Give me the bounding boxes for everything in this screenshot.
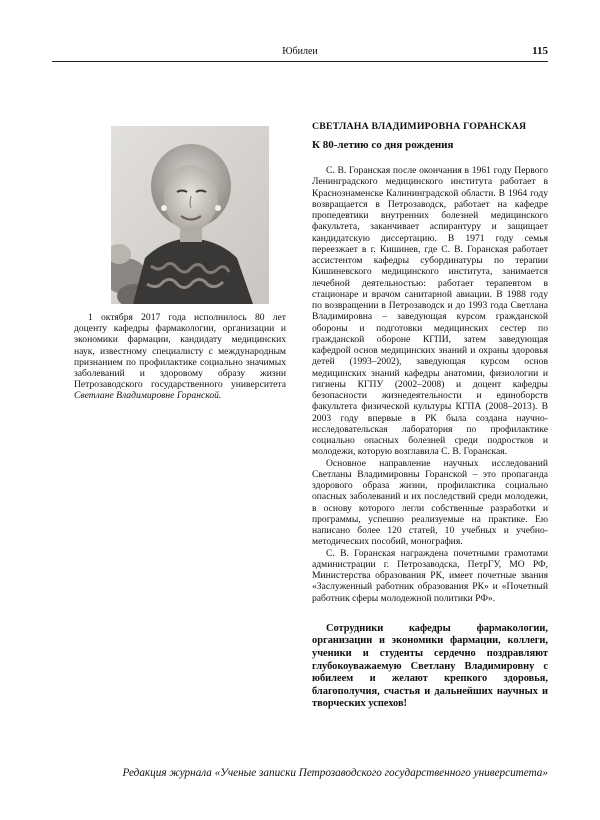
- portrait-photo: [111, 126, 269, 304]
- body-paragraph: С. В. Горанская награждена почетными грамотами администрации г. Петрозаводска, ПетрГУ, МО РФ, Министерства образования РК, имеет почетные звания «Заслуженный работник образования РК» и «Почетный работник сферы молодежной политики РФ».: [312, 547, 548, 604]
- page-number: 115: [532, 45, 548, 57]
- intro-paragraph: [74, 312, 286, 402]
- editorial-signature: Редакция журнала «Ученые записки Петрозаводского государственного университета»: [122, 767, 548, 779]
- congratulations-block: [312, 623, 548, 711]
- running-head: [52, 44, 548, 60]
- intro-name: Светлане Владимировне Горанской.: [74, 390, 222, 402]
- section-title: Юбилеи: [282, 46, 318, 57]
- author-name: СВЕТЛАНА ВЛАДИМИРОВНА ГОРАНСКАЯ: [312, 121, 527, 132]
- body-paragraph: С. В. Горанская после окончания в 1961 году Первого Ленинградского медицинского института работает в Краснознаменске Калининградской области. В 1964 году возвращается в Петрозаводск, работает на кафедре пропедевтики внутренних болезней медицинского факультета, заканчивает аспирантуру и защищает кандидатскую диссертацию. В 1971 году семья переезжает в г. Кишинев, где С. В. Горанская работает ассистентом кафедры субординатуры по терапии Кишиневского медицинского института, занимается лечебной деятельностью: работает терапевтом в стационаре и врачом санитарной авиации. В 1988 году по возвращении в Петрозаводск и до 1993 года Светлана Владимировна – заведующая курсом гражданской обороны и подготовки медицинских сестер по гражданской обороне КГПИ, затем заведующая кафедрой основ медицинских знаний и охраны здоровья детей (1993–2002), заведующая курсом основ медицинских знаний кафедры анатомии, физиологии и гигиены КГПУ (2002–2008) и доцент кафедры безопасности жизнедеятельности и единоборств факультета физической культуры КГПА (2008–2013). В 2003 году впервые в РК была создана научно-исследовательская лаборатория по профилактике социально опасных болезней среди подростков и молодежи, которую возглавила С. В. Горанская.: [312, 165, 548, 458]
- congratulations-text: Сотрудники кафедры фармакологии, организации и экономики фармации, коллеги, ученики и студенты сердечно поздравляют глубокоуважаемую Светлану Владимировну с юбилеем и желают крепкого здоровья, благополучия, счастья и дальнейших научных и творческих успехов!: [312, 622, 548, 710]
- article-subtitle: К 80-летию со дня рождения: [312, 139, 454, 151]
- body-paragraph: Основное направление научных исследований Светланы Владимировны Горанской – это пропаганда здорового образа жизни, профилактика социально опасных заболеваний и их последствий среди молодежи, в основу которого легли собственные разработки и программы, успешно реализуемые на практике. Ею написано более 120 статей, 10 учебных и учебно-методических пособий, монография.: [312, 457, 548, 548]
- intro-text: 1 октября 2017 года исполнилось 80 лет доценту кафедры фармакологии, организации и экономики фармации, кандидату медицинских наук, известному специалисту с международным признанием по профилактике социально значимых заболеваний и здоровому образу жизни Петрозаводского государственного университета: [74, 312, 286, 391]
- header-rule: [52, 61, 548, 62]
- article-column: [312, 121, 548, 711]
- intro-caption: [74, 312, 286, 402]
- portrait-illustration: [111, 126, 269, 304]
- article-body: [312, 165, 548, 604]
